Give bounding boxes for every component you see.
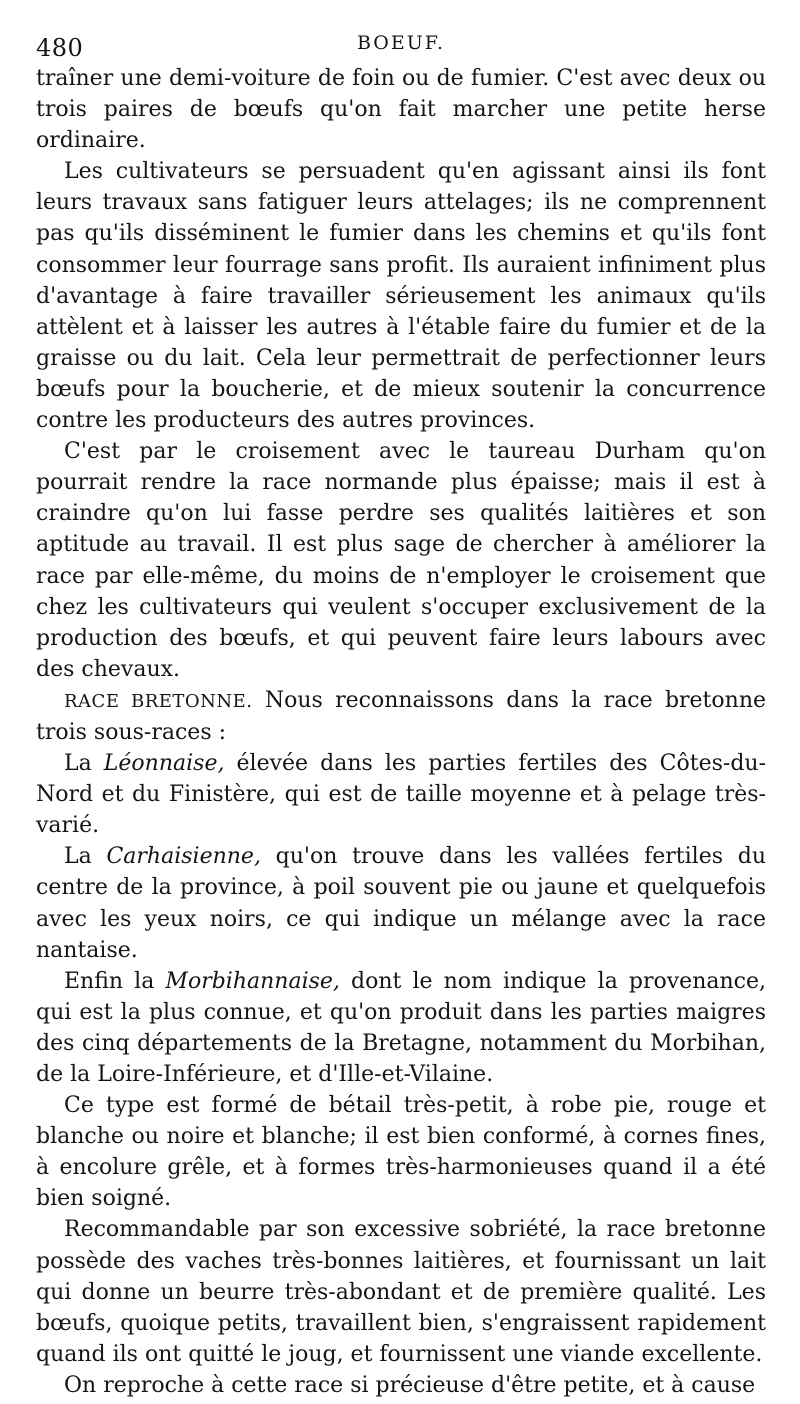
paragraph: traîner une demi-voiture de foin ou de fumier. C'est avec deux ou trois paires de bœufs qu'on fait marcher une petite herse ordinaire. <box>36 66 766 154</box>
body-text <box>36 63 766 1401</box>
paragraph: On reproche à cette race si précieuse d'être petite, et à cause <box>64 1372 756 1398</box>
running-title: BOEUF. <box>356 32 446 54</box>
paragraph-text: La <box>64 844 107 870</box>
section-paragraph-race-bretonne <box>36 685 766 748</box>
paragraph-text: dont le nom indique la provenance, qui est la plus connue, et qu'on produit dans les parties maigres des cinq départements de la Bretagne, notamment du Morbihan, de la Loire-Inférieure, et d'Ille-et-Vilaine. <box>36 968 766 1087</box>
paragraph-text: Nous reconnaissons dans la race bretonne trois sous-races : <box>36 687 767 745</box>
paragraph: Les cultivateurs se persuadent qu'en agissant ainsi ils font leurs travaux sans fatiguer leurs attelages; ils ne comprennent pas qu'ils disséminent le fumier dans les chemins et qu'ils font consommer leur fourrage sans profit. Ils auraient infiniment plus d'avantage à faire travailler sérieusement les animaux qu'ils attèlent et à laisser les autres à l'étable faire du fumier et de la graisse ou du lait. Cela leur permettrait de perfectionner leurs bœufs pour la boucherie, et de mieux soutenir la concurrence contre les producteurs des autres provinces. <box>36 159 766 434</box>
page-number: 480 <box>36 34 84 62</box>
paragraph: C'est par le croisement avec le taureau Durham qu'on pourrait rendre la race normande plus épaisse; mais il est à craindre qu'on lui fasse perdre ses qualités laitières et son aptitude au travail. Il est plus sage de chercher à améliorer la race par elle-même, du moins de n'employer le croisement que chez les cultivateurs qui veulent s'occuper exclusivement de la production des bœufs, et qui peuvent faire leurs labours avec des chevaux. <box>36 439 766 682</box>
paragraph-text: qu'on trouve dans les vallées fertiles du centre de la province, à poil souvent pie ou jaune et quelquefois avec les yeux noirs, ce qui indique un mélange avec la race nantaise. <box>36 844 766 963</box>
paragraph: Recommandable par son excessive sobriété, la race bretonne possède des vaches très-bonnes laitières, et fournissant un lait qui donne un beurre très-abondant et de première qualité. Les bœufs, quoique petits, travaillent bien, s'engraissent rapidement quand ils ont quitté le joug, et fournissent une viande excellente. <box>36 1217 766 1367</box>
subrace-paragraph-morbihannaise <box>36 966 766 1090</box>
subrace-name: Léonnaise, <box>103 751 225 777</box>
paragraph-text: Enfin la <box>64 968 166 994</box>
subrace-name: Carhaisienne, <box>106 844 261 870</box>
section-lead: RACE BRETONNE. <box>64 690 253 712</box>
subrace-paragraph-leonnaise <box>36 748 766 841</box>
paragraph: Ce type est formé de bétail très-petit, à robe pie, rouge et blanche ou noire et blanche; il est bien conformé, à cornes fines, à encolure grêle, et à formes très-harmonieuses quand il a été bien soigné. <box>36 1093 766 1212</box>
paragraph-text: La <box>64 751 104 777</box>
subrace-name: Morbihannaise, <box>165 968 340 994</box>
subrace-paragraph-carhaisienne <box>36 841 766 965</box>
paragraph-text: élevée dans les parties fertiles des Côtes-du-Nord et du Finistère, qui est de taille moyenne et à pelage très-varié. <box>36 751 767 839</box>
page-header <box>36 22 766 62</box>
